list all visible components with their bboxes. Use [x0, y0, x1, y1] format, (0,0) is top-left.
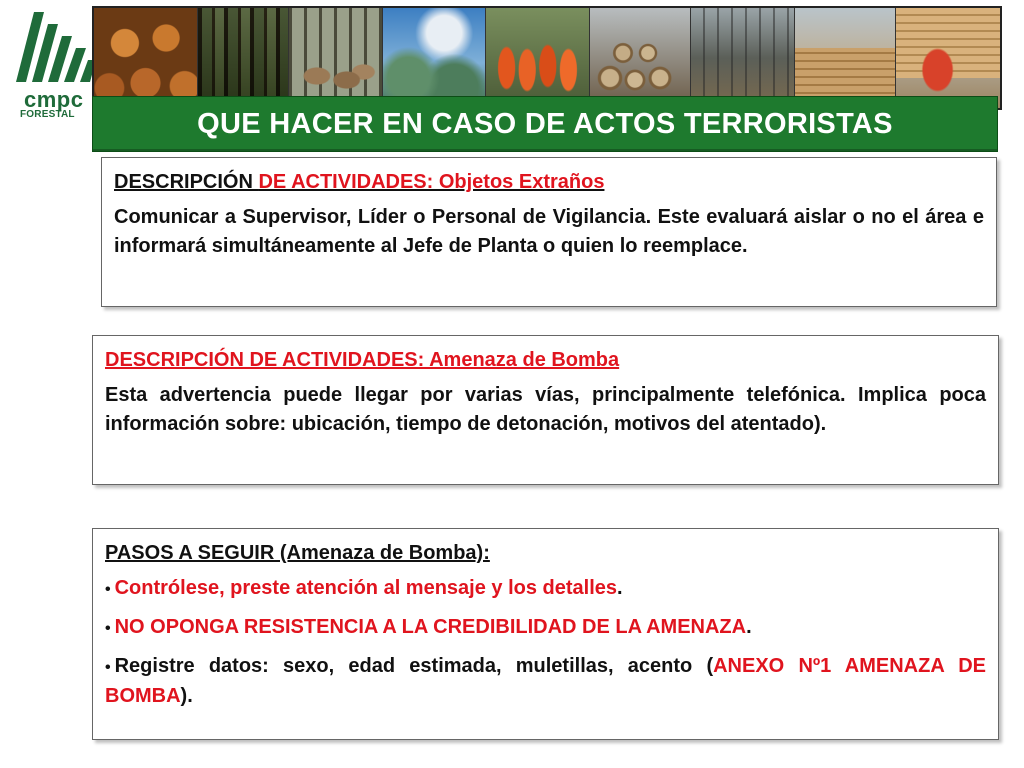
- bullet-icon: •: [105, 659, 111, 676]
- cmpc-tree-emblem-icon: [14, 10, 96, 90]
- steps-box: [92, 528, 999, 740]
- list-item: [105, 574, 986, 604]
- heading-prefix: DESCRIPCIÓN: [114, 171, 259, 193]
- forklift-with-lumber-photo: [896, 8, 1000, 108]
- foreign-objects-box: [101, 157, 997, 307]
- bomb-threat-heading: DESCRIPCIÓN DE ACTIVIDADES: Amenaza de Bomba: [105, 349, 620, 371]
- heading-highlight: DE ACTIVIDADES: Objetos Extraños: [258, 171, 605, 193]
- log-pile-photo: [590, 8, 691, 108]
- step-end: .: [746, 616, 752, 638]
- bomb-threat-body: Esta advertencia puede llegar por varias vías, principalmente telefónica. Implica poca información sobre: ubicación, tiempo de detonación, motivos del atentado).: [105, 384, 986, 435]
- forestry-workers-photo: [486, 8, 590, 108]
- list-item: [105, 613, 986, 643]
- pine-cones-photo: [94, 8, 198, 108]
- foreign-objects-heading: [114, 168, 984, 197]
- list-item: [105, 652, 986, 711]
- step-end: .: [617, 577, 623, 599]
- step-annex-ref: ANEXO Nº1 AMENAZA DE BOMBA: [105, 655, 987, 707]
- steps-heading: PASOS A SEGUIR (Amenaza de Bomba):: [105, 542, 490, 564]
- step-end: ).: [180, 685, 193, 707]
- lumber-yard-photo: [795, 8, 896, 108]
- pine-forest-photo: [198, 8, 289, 108]
- photo-strip: [92, 6, 1002, 110]
- bullet-icon: •: [105, 620, 111, 637]
- title-banner: [92, 96, 998, 152]
- bomb-threat-box: [92, 335, 999, 485]
- steps-list: [105, 574, 986, 711]
- bullet-icon: •: [105, 581, 111, 598]
- foreign-objects-body: Comunicar a Supervisor, Líder o Personal de Vigilancia. Este evaluará aislar o no el área e informará simultáneamente al Jefe de Planta o quien lo reemplace.: [114, 206, 984, 257]
- cmpc-forestal-logo: [14, 10, 96, 118]
- page-title: QUE HACER EN CASO DE ACTOS TERRORISTAS: [197, 107, 893, 140]
- step-text: Contrólese, preste atención al mensaje y los detalles: [114, 577, 618, 599]
- deer-in-forest-photo: [289, 8, 384, 108]
- treetops-and-sky-photo: [383, 8, 486, 108]
- logo-wordmark: cmpc: [24, 87, 84, 112]
- logo-subtitle: FORESTAL: [20, 109, 75, 120]
- sawmill-interior-photo: [691, 8, 796, 108]
- step-text: NO OPONGA RESISTENCIA A LA CREDIBILIDAD DE LA AMENAZA: [114, 616, 747, 638]
- step-text-pre: Registre datos: sexo, edad estimada, muletillas, acento (: [114, 655, 714, 677]
